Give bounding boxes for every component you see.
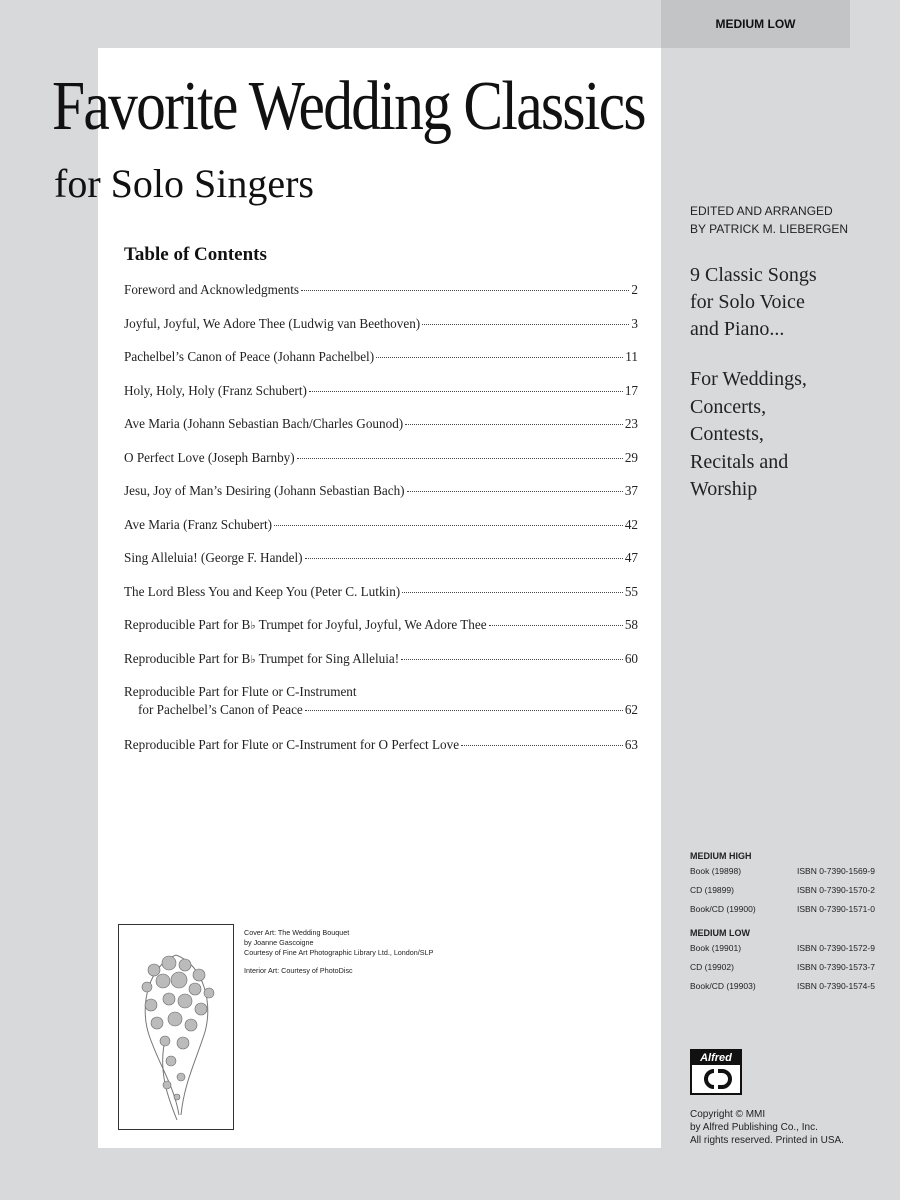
toc-entry: [124, 736, 638, 770]
promo-line: For Weddings,: [690, 368, 807, 390]
isbn-number: ISBN 0-7390-1569-9: [797, 866, 875, 876]
dot-leader: [405, 424, 623, 425]
credit-line: Interior Art: Courtesy of PhotoDisc: [244, 966, 353, 975]
toc-entry-page: 29: [624, 449, 638, 465]
editor-credit-line: EDITED AND ARRANGED: [690, 204, 833, 218]
toc-entry-page: 3: [631, 315, 638, 331]
isbn-item: Book/CD (19903): [690, 981, 756, 991]
toc-entry-page: 47: [624, 550, 638, 565]
flat-symbol: ♭: [250, 620, 256, 632]
toc-heading: Table of Contents: [124, 244, 267, 265]
promo-line: Worship: [690, 478, 758, 500]
promo-line: Recitals and: [690, 450, 789, 473]
promo-occasions: [690, 366, 807, 504]
dot-leader: [301, 290, 629, 291]
toc-entry: [124, 315, 638, 349]
book-subtitle: for Solo Singers: [54, 161, 314, 206]
toc-entry: [124, 482, 638, 516]
isbn-item: Book/CD (19900): [690, 904, 756, 914]
isbn-row: [690, 866, 875, 876]
toc-entry: [124, 415, 638, 449]
toc-entry-title: The Lord Bless You and Keep You (Peter C. Lutkin): [124, 583, 401, 599]
toc-entry-title: O Perfect Love (Joseph Barnby): [124, 449, 295, 465]
isbn-number: ISBN 0-7390-1571-0: [797, 904, 875, 914]
toc-entry-title-b: Trumpet for Sing Alleluia!: [255, 650, 400, 666]
editor-credit-line: BY PATRICK M. LIEBERGEN: [690, 222, 849, 236]
dot-leader: [422, 324, 629, 325]
isbn-group-label: MEDIUM HIGH: [690, 851, 752, 861]
toc-entry-title-line1: Reproducible Part for Flute or C-Instrument: [124, 684, 357, 699]
dot-leader: [309, 391, 623, 392]
dot-leader: [461, 745, 623, 746]
dot-leader: [274, 525, 623, 526]
isbn-item: CD (19899): [690, 885, 734, 895]
toc-entry: [124, 516, 638, 550]
promo-line: and Piano...: [690, 318, 785, 340]
dot-leader: [407, 491, 623, 492]
promo-line: Concerts,: [690, 395, 767, 418]
toc-entry: [124, 549, 638, 583]
promo-songs: [690, 262, 817, 343]
toc-entry: [124, 583, 638, 617]
isbn-number: ISBN 0-7390-1570-2: [797, 885, 875, 895]
dot-leader: [305, 710, 623, 711]
isbn-row: [690, 962, 875, 972]
isbn-item: CD (19902): [690, 962, 734, 972]
toc-entry: [124, 616, 638, 650]
toc-entry-page: 42: [624, 516, 638, 532]
isbn-row: [690, 904, 875, 914]
toc-entry-title: Reproducible Part for Flute or C-Instrument for O Perfect Love: [124, 737, 460, 752]
isbn-group-label: MEDIUM LOW: [690, 928, 750, 938]
isbn-row: [690, 943, 875, 953]
toc-entry: [124, 382, 638, 416]
credit-line: Courtesy of Fine Art Photographic Library Ltd., London/SLP: [244, 948, 434, 957]
toc-entry-page: 2: [631, 282, 638, 297]
toc-entry: [124, 650, 638, 684]
toc-entry-page: 63: [624, 737, 638, 752]
toc-entry: [124, 348, 638, 382]
toc-entry-title-a: Reproducible Part for B: [124, 650, 251, 666]
dot-leader: [297, 458, 623, 459]
alfred-logo: [690, 1049, 742, 1095]
toc-entry-title: Ave Maria (Johann Sebastian Bach/Charles Gounod): [124, 416, 404, 431]
toc-entry-page: 58: [624, 617, 638, 632]
toc-entry-page: 62: [624, 702, 638, 717]
flat-symbol: ♭: [250, 653, 256, 666]
toc-entry-page: 23: [624, 416, 638, 431]
dot-leader: [401, 659, 623, 660]
isbn-number: ISBN 0-7390-1572-9: [797, 943, 875, 953]
editor-credit: [690, 202, 848, 238]
credit-line: Cover Art: The Wedding Bouquet: [244, 928, 350, 937]
toc-entry-title: [124, 616, 487, 635]
toc-entry-title: Ave Maria (Franz Schubert): [124, 516, 273, 532]
logo-mark-icon: [696, 1067, 736, 1091]
toc-entry-title-b: Trumpet for Joyful, Joyful, We Adore Thee: [255, 617, 487, 632]
isbn-number: ISBN 0-7390-1574-5: [797, 981, 875, 991]
toc-entry: [124, 281, 638, 315]
toc-entry-page: 17: [624, 382, 638, 398]
isbn-item: Book (19901): [690, 943, 742, 953]
toc-entry: [124, 449, 638, 483]
copyright-line: All rights reserved. Printed in USA.: [690, 1135, 844, 1146]
toc-entry-title: Holy, Holy, Holy (Franz Schubert): [124, 382, 307, 398]
art-credits: [244, 928, 433, 976]
toc-entry-title: Jesu, Joy of Man’s Desiring (Johann Sebastian Bach): [124, 483, 405, 498]
toc-entry-title-line2: for Pachelbel’s Canon of Peace: [138, 702, 303, 717]
voice-range-tab: MEDIUM LOW: [661, 0, 850, 48]
toc-entry-title-a: Reproducible Part for B: [124, 617, 251, 632]
toc-entry-page: 37: [624, 483, 638, 498]
logo-text: Alfred: [692, 1051, 740, 1065]
dot-leader: [305, 558, 623, 559]
cover-art-thumbnail: [118, 924, 234, 1130]
toc-entry-title: Pachelbel’s Canon of Peace (Johann Pachelbel): [124, 349, 375, 364]
isbn-row: [690, 981, 875, 991]
promo-line: for Solo Voice: [690, 291, 805, 313]
table-of-contents: [124, 281, 638, 770]
toc-entry-page: 60: [624, 650, 638, 666]
toc-entry-title: [124, 650, 399, 669]
copyright-line: by Alfred Publishing Co., Inc.: [690, 1122, 818, 1133]
promo-line: 9 Classic Songs: [690, 264, 817, 286]
toc-entry-title: Sing Alleluia! (George F. Handel): [124, 550, 303, 565]
promo-line: Contests,: [690, 423, 764, 445]
bouquet-illustration-icon: [119, 925, 233, 1129]
isbn-item: Book (19898): [690, 866, 742, 876]
isbn-list: [690, 849, 875, 1000]
dot-leader: [376, 357, 623, 358]
toc-entry-title: Foreword and Acknowledgments: [124, 282, 300, 297]
toc-entry-page: 55: [624, 583, 638, 599]
dot-leader: [402, 592, 623, 593]
toc-entry: [124, 683, 638, 736]
copyright-line: Copyright © MMI: [690, 1109, 766, 1120]
toc-entry-page: 11: [625, 349, 638, 364]
book-title: Favorite Wedding Classics: [52, 68, 645, 145]
copyright-notice: [690, 1108, 844, 1147]
credit-line: by Joanne Gascoigne: [244, 938, 314, 947]
isbn-number: ISBN 0-7390-1573-7: [797, 962, 875, 972]
dot-leader: [489, 625, 623, 626]
toc-entry-title: Joyful, Joyful, We Adore Thee (Ludwig van Beethoven): [124, 315, 421, 331]
isbn-row: [690, 885, 875, 895]
